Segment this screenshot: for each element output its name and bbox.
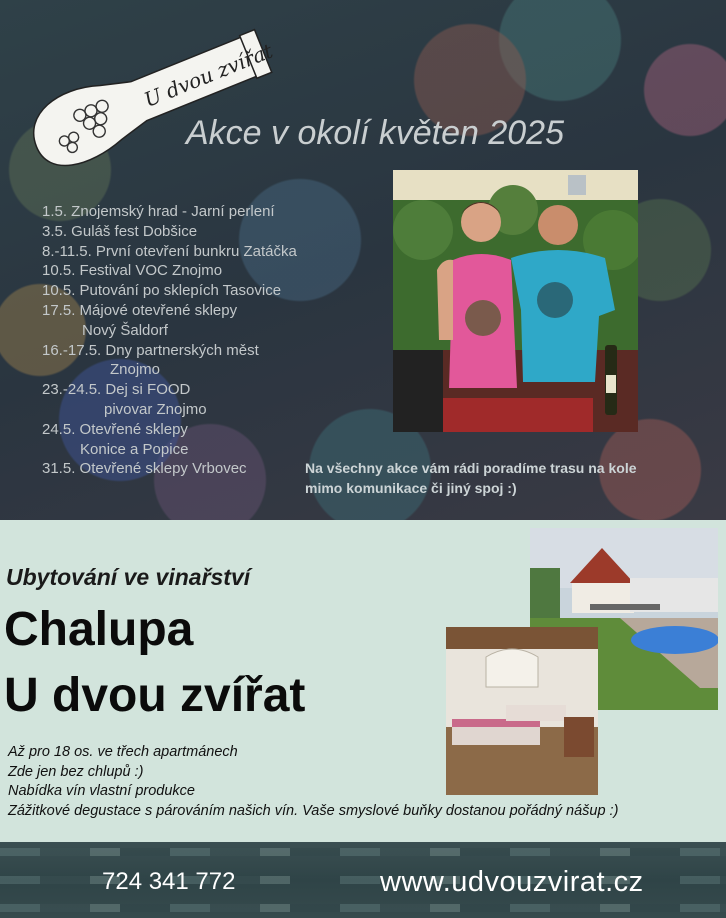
page-title: Akce v okolí květen 2025 [186,114,565,152]
accommodation-section [0,520,726,842]
list-item: 3.5. Guláš fest Dobšice [42,222,198,240]
list-item-detail: pivovar Znojmo [104,400,207,418]
accommodation-name-line1: Chalupa [4,603,194,656]
bike-note-line2: mimo komunikace či jiný spoj :) [305,480,517,496]
list-item: 1.5. Znojemský hrad - Jarní perlení [42,203,275,220]
logo [10,8,280,193]
bike-route-note [305,458,725,498]
feature-item: Nabídka vín vlastní produkce [8,783,195,799]
website-link[interactable]: www.udvouzvirat.cz [380,866,644,898]
list-item: 24.5. Otevřené sklepy [42,420,188,438]
logo-text: U dvou zvířat [140,38,277,112]
accommodation-features [8,743,618,821]
list-item-detail: Znojmo [110,361,161,379]
accommodation-name-line2: U dvou zvířat [4,669,306,722]
feature-item: Až pro 18 os. ve třech apartmánech [8,744,238,760]
accommodation-subtitle: Ubytování ve vinařství [6,564,251,590]
phone-number[interactable]: 724 341 772 [102,868,236,895]
list-item: 10.5. Putování po sklepích Tasovice [42,282,282,300]
list-item: 10.5. Festival VOC Znojmo [42,262,223,280]
contact-footer [0,842,726,918]
list-item-detail: Konice a Popice [80,440,189,458]
list-item: 17.5. Májové otevřené sklepy [42,301,238,319]
list-item: 23.-24.5. Dej si FOOD [42,381,191,399]
list-item-detail: Nový Šaldorf [82,321,168,339]
feature-item: Zde jen bez chlupů :) [8,763,144,780]
bike-note-line1: Na všechny akce vám rádi poradíme trasu na kole [305,460,637,476]
feature-item: Zážitkové degustace s párováním našich vín. Vaše smyslové buňky dostanou pořádný nášup :) [8,802,619,819]
list-item: 31.5. Otevřené sklepy Vrbovec [42,460,247,478]
list-item: 16.-17.5. Dny partnerských měst [42,341,259,359]
events-list [42,202,297,479]
list-item: 8.-11.5. První otevření bunkru Zatáčka [42,242,297,260]
couple-photo [393,170,638,432]
